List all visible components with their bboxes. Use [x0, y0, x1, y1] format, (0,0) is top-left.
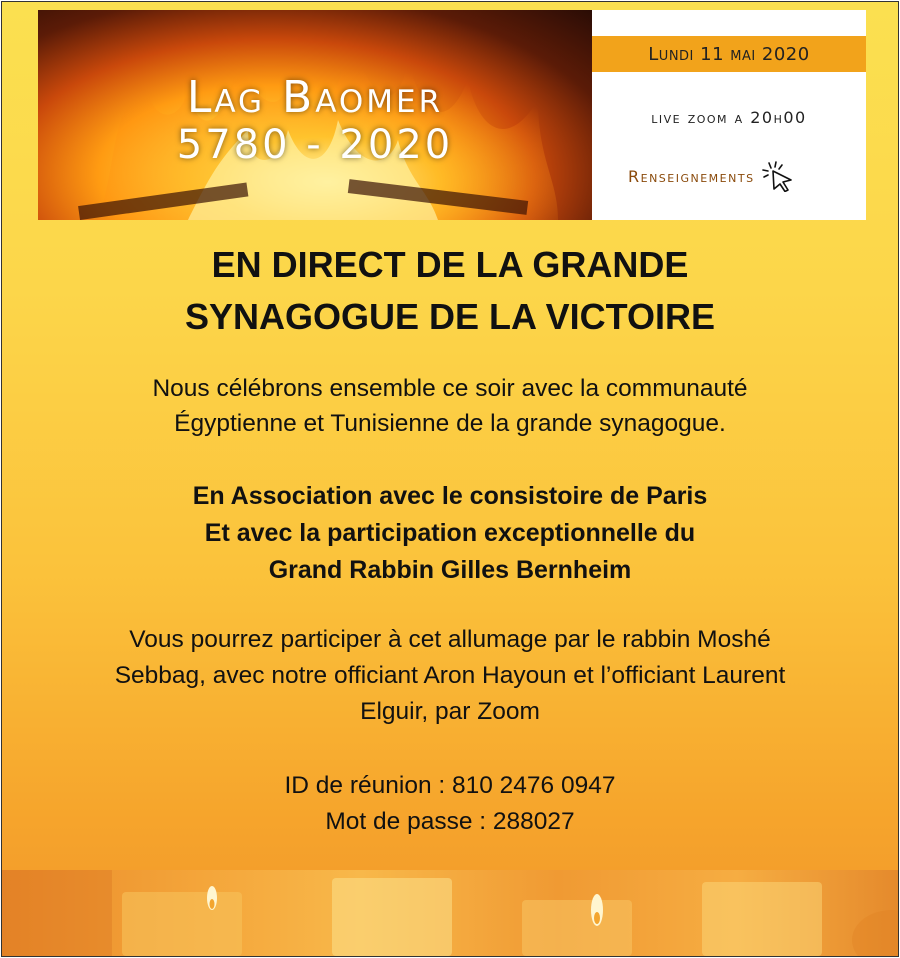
paragraph2-line-2: Et avec la participation exceptionnelle du	[204, 519, 696, 547]
header-banner	[38, 10, 866, 220]
live-time: live zoom a 20h00	[651, 108, 807, 127]
fire-image	[38, 10, 592, 220]
paragraph1-line-1: Nous célébrons ensemble ce soir avec la communauté	[152, 375, 748, 402]
paragraph3-line-1: Vous pourrez participer à cet allumage par le rabbin Moshé	[129, 626, 771, 653]
info-link[interactable]	[628, 160, 797, 192]
paragraph2-line-1: En Association avec le consistoire de Paris	[192, 482, 708, 510]
paragraph3-line-2: Sebbag, avec notre officiant Aron Hayoun et l’officiant Laurent	[114, 662, 786, 689]
info-link-label: Renseignements	[628, 166, 755, 186]
meeting-password: Mot de passe : 288027	[325, 808, 575, 835]
event-info-panel	[592, 10, 866, 220]
banner-title: Lag Baomer	[186, 72, 444, 123]
candles-illustration	[2, 870, 898, 956]
headline-line-2: SYNAGOGUE DE LA VICTOIRE	[184, 296, 716, 337]
headline-line-1: EN DIRECT DE LA GRANDE	[211, 244, 689, 285]
poster	[1, 1, 899, 957]
paragraph2-line-3: Grand Rabbin Gilles Bernheim	[268, 556, 632, 584]
meeting-id: ID de réunion : 810 2476 0947	[284, 772, 616, 799]
candles-image	[2, 870, 898, 956]
click-cursor-icon	[761, 160, 797, 192]
banner-year: 5780 - 2020	[176, 122, 454, 168]
event-date: Lundi 11 mai 2020	[592, 36, 866, 72]
paragraph1-line-2: Égyptienne et Tunisienne de la grande synagogue.	[174, 410, 726, 437]
paragraph3-line-3: Elguir, par Zoom	[360, 698, 540, 725]
